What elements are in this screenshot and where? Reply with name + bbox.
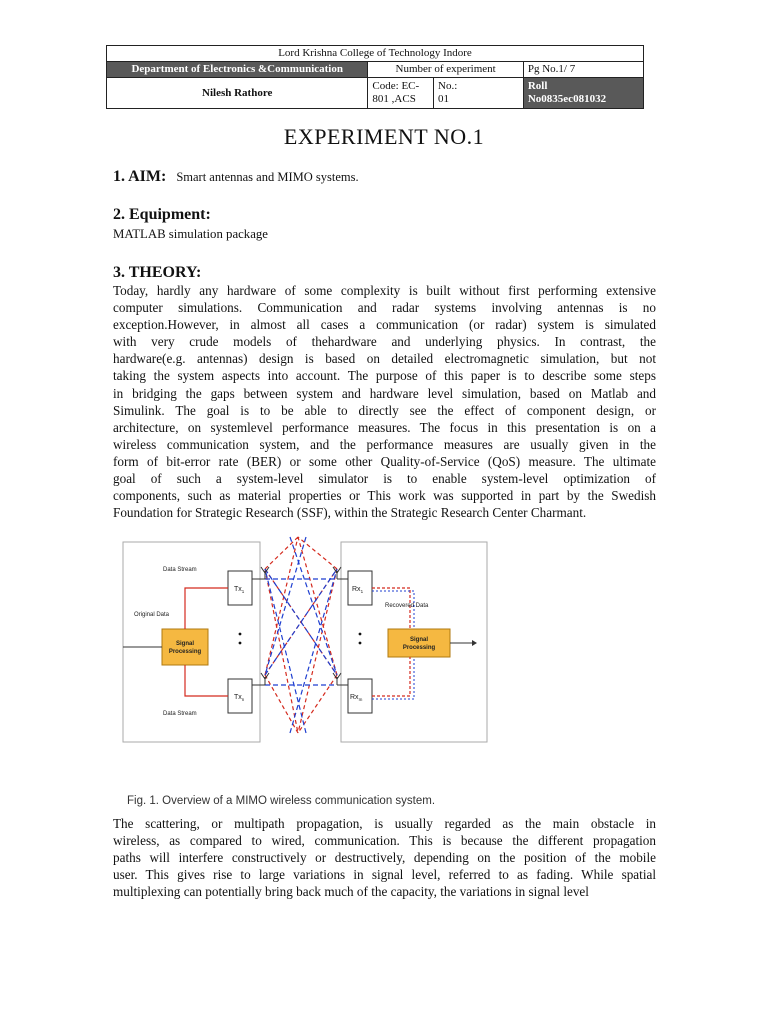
svg-text:Rx1: $Rx_1$ xyxy=(352,586,364,594)
svg-text:Txn: $Tx_n$ xyxy=(234,694,245,702)
course-code: Code: EC- 801 ,ACS xyxy=(368,78,434,109)
channel-path xyxy=(298,537,337,569)
channel-path xyxy=(298,569,337,733)
aim-section xyxy=(113,168,359,186)
college-name: Lord Krishna College of Technology Indore xyxy=(107,46,644,62)
text-line: exception.However, in almost all cases a communication (or radar) system is simulated xyxy=(113,317,656,333)
roll-number: Roll No0835ec081032 xyxy=(523,78,643,109)
text-line: The scattering, or multipath propagation, is usually regarded as the main obstacle in xyxy=(113,816,656,831)
text-line: form of bit-error rate (BER) or some other Quality-of-Service (QoS) measure. The ultimate xyxy=(113,453,656,469)
svg-text:Signal: Signal xyxy=(175,641,195,647)
svg-text:Rxm: $Rx_m$ xyxy=(350,694,363,702)
channel-path xyxy=(290,537,337,675)
svg-text:Signal: Signal xyxy=(409,637,429,643)
channel-path xyxy=(265,537,306,675)
text-line: user. This gives rise to large variations in signal level, referred to as fading. While spatial xyxy=(113,867,656,883)
page-number: Pg No.1/ 7 xyxy=(523,62,643,78)
text-line: Foundation for Strategic Research (SSF), within the Strategic Research Center Charmant. xyxy=(113,505,587,521)
text-line: taking the system aspects into account. The purpose of this paper is to describe some steps xyxy=(113,368,656,384)
text-line: architecture, on systemlevel performance measures. The focus in this presentation is on a xyxy=(113,419,656,435)
experiment-no: No.: 01 xyxy=(434,78,524,109)
channel-path xyxy=(265,537,298,675)
original-data-label: Original Data xyxy=(134,612,170,618)
text-line: computer simulations. Communication and radar systems involving antennas is no xyxy=(113,300,656,316)
signal-processing-left xyxy=(162,629,208,665)
aim-text: Smart antennas and MIMO systems. xyxy=(176,170,359,184)
data-stream-bottom-label: Data Stream xyxy=(163,711,197,717)
student-name: Nilesh Rathore xyxy=(107,78,368,109)
page-title: EXPERIMENT NO.1 xyxy=(283,124,485,149)
text-line: paths will interfere constructively or destructively, depending on the position of the mobile xyxy=(113,850,656,866)
figure-caption: Fig. 1. Overview of a MIMO wireless communication system. xyxy=(127,795,436,807)
recovered-data-label: Recovered Data xyxy=(385,603,429,609)
aim-label: 1. AIM: xyxy=(113,168,167,185)
header-table xyxy=(106,45,644,109)
text-line: hardware(e.g. antennas) design is based on detailed electromagnetic simulation, but not xyxy=(113,351,656,367)
theory-paragraph xyxy=(113,282,656,521)
svg-text:Processing: Processing xyxy=(168,649,202,655)
text-line: Today, hardly any hardware of some complexity is built without first performing extensive xyxy=(113,283,656,298)
channel-path xyxy=(298,537,337,675)
mimo-figure xyxy=(120,533,490,748)
svg-text:Processing: Processing xyxy=(402,645,436,651)
department-name: Department of Electronics &Communication xyxy=(107,62,368,78)
channel-path xyxy=(265,537,298,569)
equipment-label: 2. Equipment: xyxy=(113,206,211,223)
text-line: in bridging the gaps between system and hardware level simulation, based on Matlab and xyxy=(113,385,656,401)
text-line: multiplexing can potentially bring back much of the capacity, the variations in signal level xyxy=(113,884,589,900)
data-stream-top-label: Data Stream xyxy=(163,567,197,573)
svg-text:Tx1: $Tx_1$ xyxy=(234,586,245,594)
text-line: Simulink. The goal is to be able to directly see the effect of component design, or xyxy=(113,402,656,418)
text-line: wireless communication system, and the performance measures are usually given in the xyxy=(113,436,656,452)
signal-processing-right xyxy=(388,629,450,657)
theory-label: 3. THEORY: xyxy=(113,264,202,281)
text-line: wireless, as compared to wired, communication. This is because the different propagation xyxy=(113,833,656,849)
after-paragraph xyxy=(113,815,656,900)
text-line: goal of such a system-level simulator is to enable system-level optimization of xyxy=(113,471,656,487)
number-of-experiment: Number of experiment xyxy=(368,62,523,78)
equipment-text: MATLAB simulation package xyxy=(113,227,268,241)
text-line: components, such as material properties or This work was supported in part by the Swedish xyxy=(113,488,656,504)
text-line: with very crude models of thehardware and underlying physics. In contrast, the xyxy=(113,334,656,350)
